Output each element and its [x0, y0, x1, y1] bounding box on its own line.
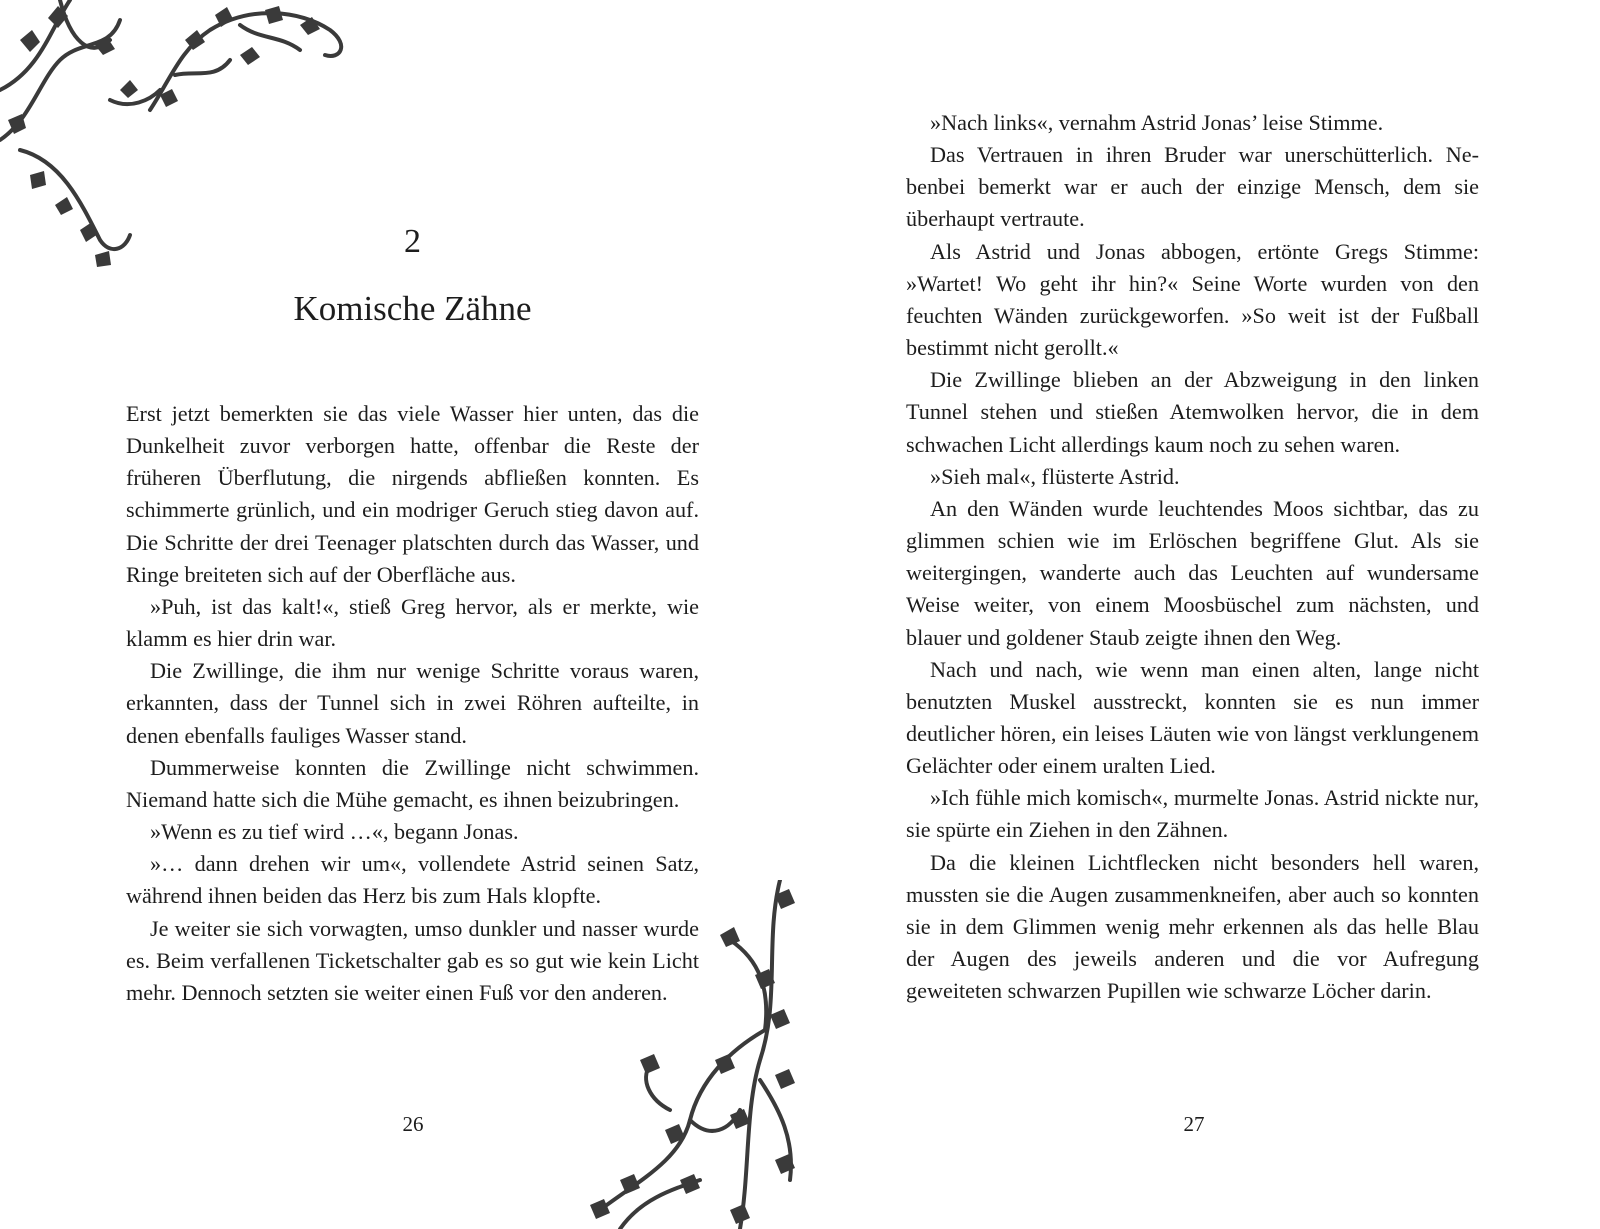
paragraph: »Wenn es zu tief wird …«, begann Jonas. [150, 819, 519, 845]
paragraph: »Nach links«, vernahm Astrid Jonas’ leise Stimme. [930, 110, 1384, 135]
paragraph: An den Wänden wurde leuchtendes Moos sichtbar, das zu glimmen schien wie im Erlöschen begriffene Glut. Als sie weitergingen, wanderte auch das Leuchten auf wundersame Weise weiter, von einem Moosbüschel zum nächsten, und blauer und goldener Staub zeigte ihnen den Weg. [906, 495, 1479, 650]
paragraph: Nach und nach, wie wenn man einen alten, lange nicht benutzten Muskel ausstreckt, konnten sie es nun immer deutlicher hören, ein leises Läuten wie von längst verklungenem Gelächter oder einem uralten Lied. [906, 656, 1479, 779]
paragraph: Die Zwillinge blieben an der Abzweigung in den linken Tunnel stehen und stießen Atemwolken hervor, die in dem schwachen Licht allerdings kaum noch zu sehen waren. [906, 367, 1479, 457]
left-page-body [126, 398, 699, 1009]
paragraph: »… dann drehen wir um«, vollendete Astrid seinen Satz, während ihnen beiden das Herz bis zum Hals klopfte. [126, 851, 699, 909]
paragraph: Das Vertrauen in ihren Bruder war unerschütterlich. Nebenbei bemerkt war er auch der einzige Mensch, dem sie überhaupt vertraute. [906, 142, 1479, 232]
right-page-body [906, 107, 1479, 1007]
paragraph: Je weiter sie sich vorwagten, umso dunkler und nasser wurde es. Beim verfallenen Ticketschalter gab es so gut wie kein Licht mehr. Dennoch setzten sie weiter einen Fuß vor den anderen. [126, 915, 699, 1005]
chapter-title: Komische Zähne [293, 289, 532, 328]
right-page [800, 0, 1600, 1229]
paragraph: Die Zwillinge, die ihm nur wenige Schritte voraus waren, erkannten, dass der Tunnel sich in zwei Röhren aufteilte, in denen ebenfalls fauliges Wasser stand. [126, 658, 699, 748]
paragraph: Als Astrid und Jonas abbogen, ertönte Gregs Stimme: »Wartet! Wo geht ihr hin?« Seine Worte wurden von den feuchten Wänden zurückgeworfen. »So weit ist der Fußball bestimmt nicht gerollt.« [906, 238, 1479, 361]
chapter-number: 2 [404, 223, 421, 260]
paragraph: Da die kleinen Lichtflecken nicht besonders hell waren, mussten sie die Augen zusammenkneifen, aber auch so konnten sie in dem Glimmen wenig mehr erkennen als das helle Blau der Augen des jeweils anderen und die vor Aufregung geweiteten schwarzen Pupillen wie schwarze Löcher darin. [906, 849, 1479, 1004]
page-number: 26 [402, 1112, 424, 1136]
paragraph: Dummerweise konnten die Zwillinge nicht schwimmen. Niemand hatte sich die Mühe gemacht, es ihnen beizubringen. [126, 754, 699, 812]
paragraph: »Puh, ist das kalt!«, stieß Greg hervor, als er merkte, wie klamm es hier drin war. [126, 593, 699, 652]
paragraph: »Sieh mal«, flüsterte Astrid. [930, 463, 1180, 489]
paragraph: »Ich fühle mich komisch«, murmelte Jonas. Astrid nickte nur, sie spürte ein Ziehen in den Zähnen. [906, 785, 1479, 843]
page-number: 27 [1183, 1112, 1205, 1136]
paragraph: Erst jetzt bemerkten sie das viele Wasser hier unten, das die Dunkelheit zuvor verborgen hatte, offenbar die Reste der früheren Überflutung, die nirgends abfließen konnten. Es schimmerte grünlich, und ein modriger Geruch stieg davon auf. Die Schritte der drei Teenager platschten durch das Wasser, und Ringe breiteten sich auf der Oberfläche aus. [126, 401, 699, 587]
